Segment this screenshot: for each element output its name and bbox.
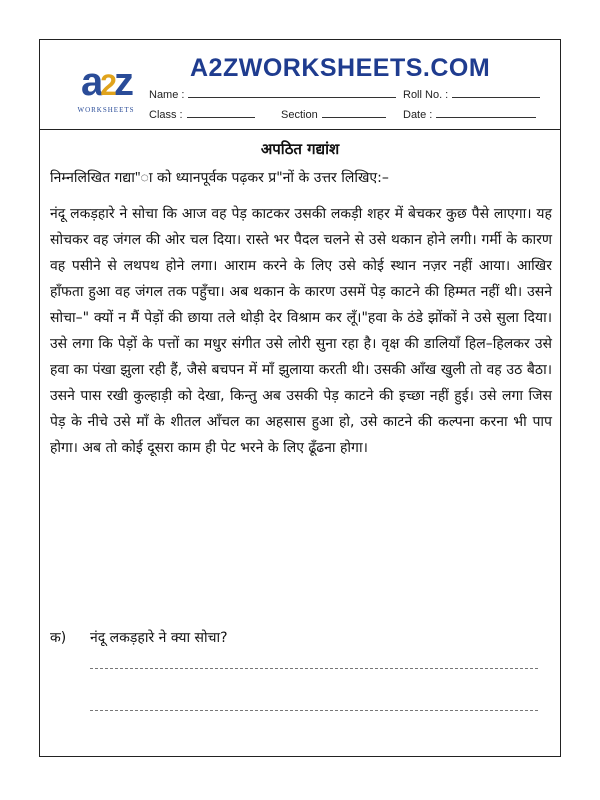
date-blank: [436, 107, 536, 118]
date-label: Date :: [403, 109, 433, 121]
question-number: क): [50, 630, 67, 646]
site-title: A2ZWORKSHEETS.COM: [190, 54, 491, 82]
question-text: नंदू लकड़हारे ने क्या सोचा?: [90, 630, 228, 646]
roll-number-field: [403, 87, 540, 101]
name-label: Name :: [149, 89, 185, 101]
date-field: [403, 107, 536, 121]
section-label: Section: [281, 109, 318, 121]
name-field: [149, 87, 396, 101]
section-field: [281, 107, 386, 121]
answer-line[interactable]: [90, 668, 538, 669]
instruction-text: निम्नलिखित गद्या"ा को ध्यानपूर्वक पढ़कर प्र"नों के उत्तर लिखिए:–: [50, 170, 389, 186]
question-1: [50, 628, 228, 647]
passage-title: अपठित गद्यांश: [260, 140, 340, 158]
a2z-logo: [56, 58, 156, 120]
worksheet-header: [40, 40, 560, 130]
worksheet-page: [39, 39, 561, 757]
section-blank: [322, 107, 386, 118]
answer-line[interactable]: [90, 710, 538, 711]
class-label: Class :: [149, 109, 183, 121]
passage-text: नंदू लकड़हारे ने सोचा कि आज वह पेड़ काटकर उसकी लकड़ी शहर में बेचकर कुछ पैसे लाएगा। यह सोचकर वह जंगल की ओर चल दिया। रास्ते भर पैदल चलने से उसे थकान होने लगी। गर्मी के कारण वह पसीने से लथपथ होने लगा। आराम करने के लिए उसे कोई स्थान नज़र नहीं आया। आखिर हाँफता हुआ वह जंगल तक पहुँचा। अब थकान के कारण उसमें पेड़ काटने की हिम्मत नहीं थी। उसने सोचा–" क्यों न मैं पेड़ों की छाया तले थोड़ी देर विश्राम कर लूँ।"हवा के ठंडे झोंकों ने उसे सुला दिया। उसे लगा कि पेड़ों के पत्तों का मधुर संगीत उसे लोरी सुना रहा है। वृक्ष की डालियाँ हिल–हिलकर उसे हवा का पंखा झुला रही हैं, जैसे बचपन में माँ झुलाया करती थी। उसकी आँख खुली तो वह उठ बैठा। उसने पास रखी कुल्हाड़ी को देखा, किन्तु अब उसकी पेड़ काटने की इच्छा नहीं हुई। उसे लगा जिस पेड़ के नीचे उसे माँ के शीतल आँचल का अहसास हुआ हो, उसे काटने की कल्पना करना भी पाप होगा। अब तो कोई दूसरा काम ही पेट भरने के लिए ढूँढना होगा।: [50, 206, 552, 456]
roll-number-blank: [452, 87, 540, 98]
logo-lettering: a2z: [81, 60, 131, 104]
logo-tagline: WORKSHEETS: [77, 106, 135, 114]
name-blank: [188, 87, 396, 98]
class-field: [149, 107, 255, 121]
roll-number-label: Roll No. :: [403, 89, 449, 101]
class-blank: [187, 107, 255, 118]
